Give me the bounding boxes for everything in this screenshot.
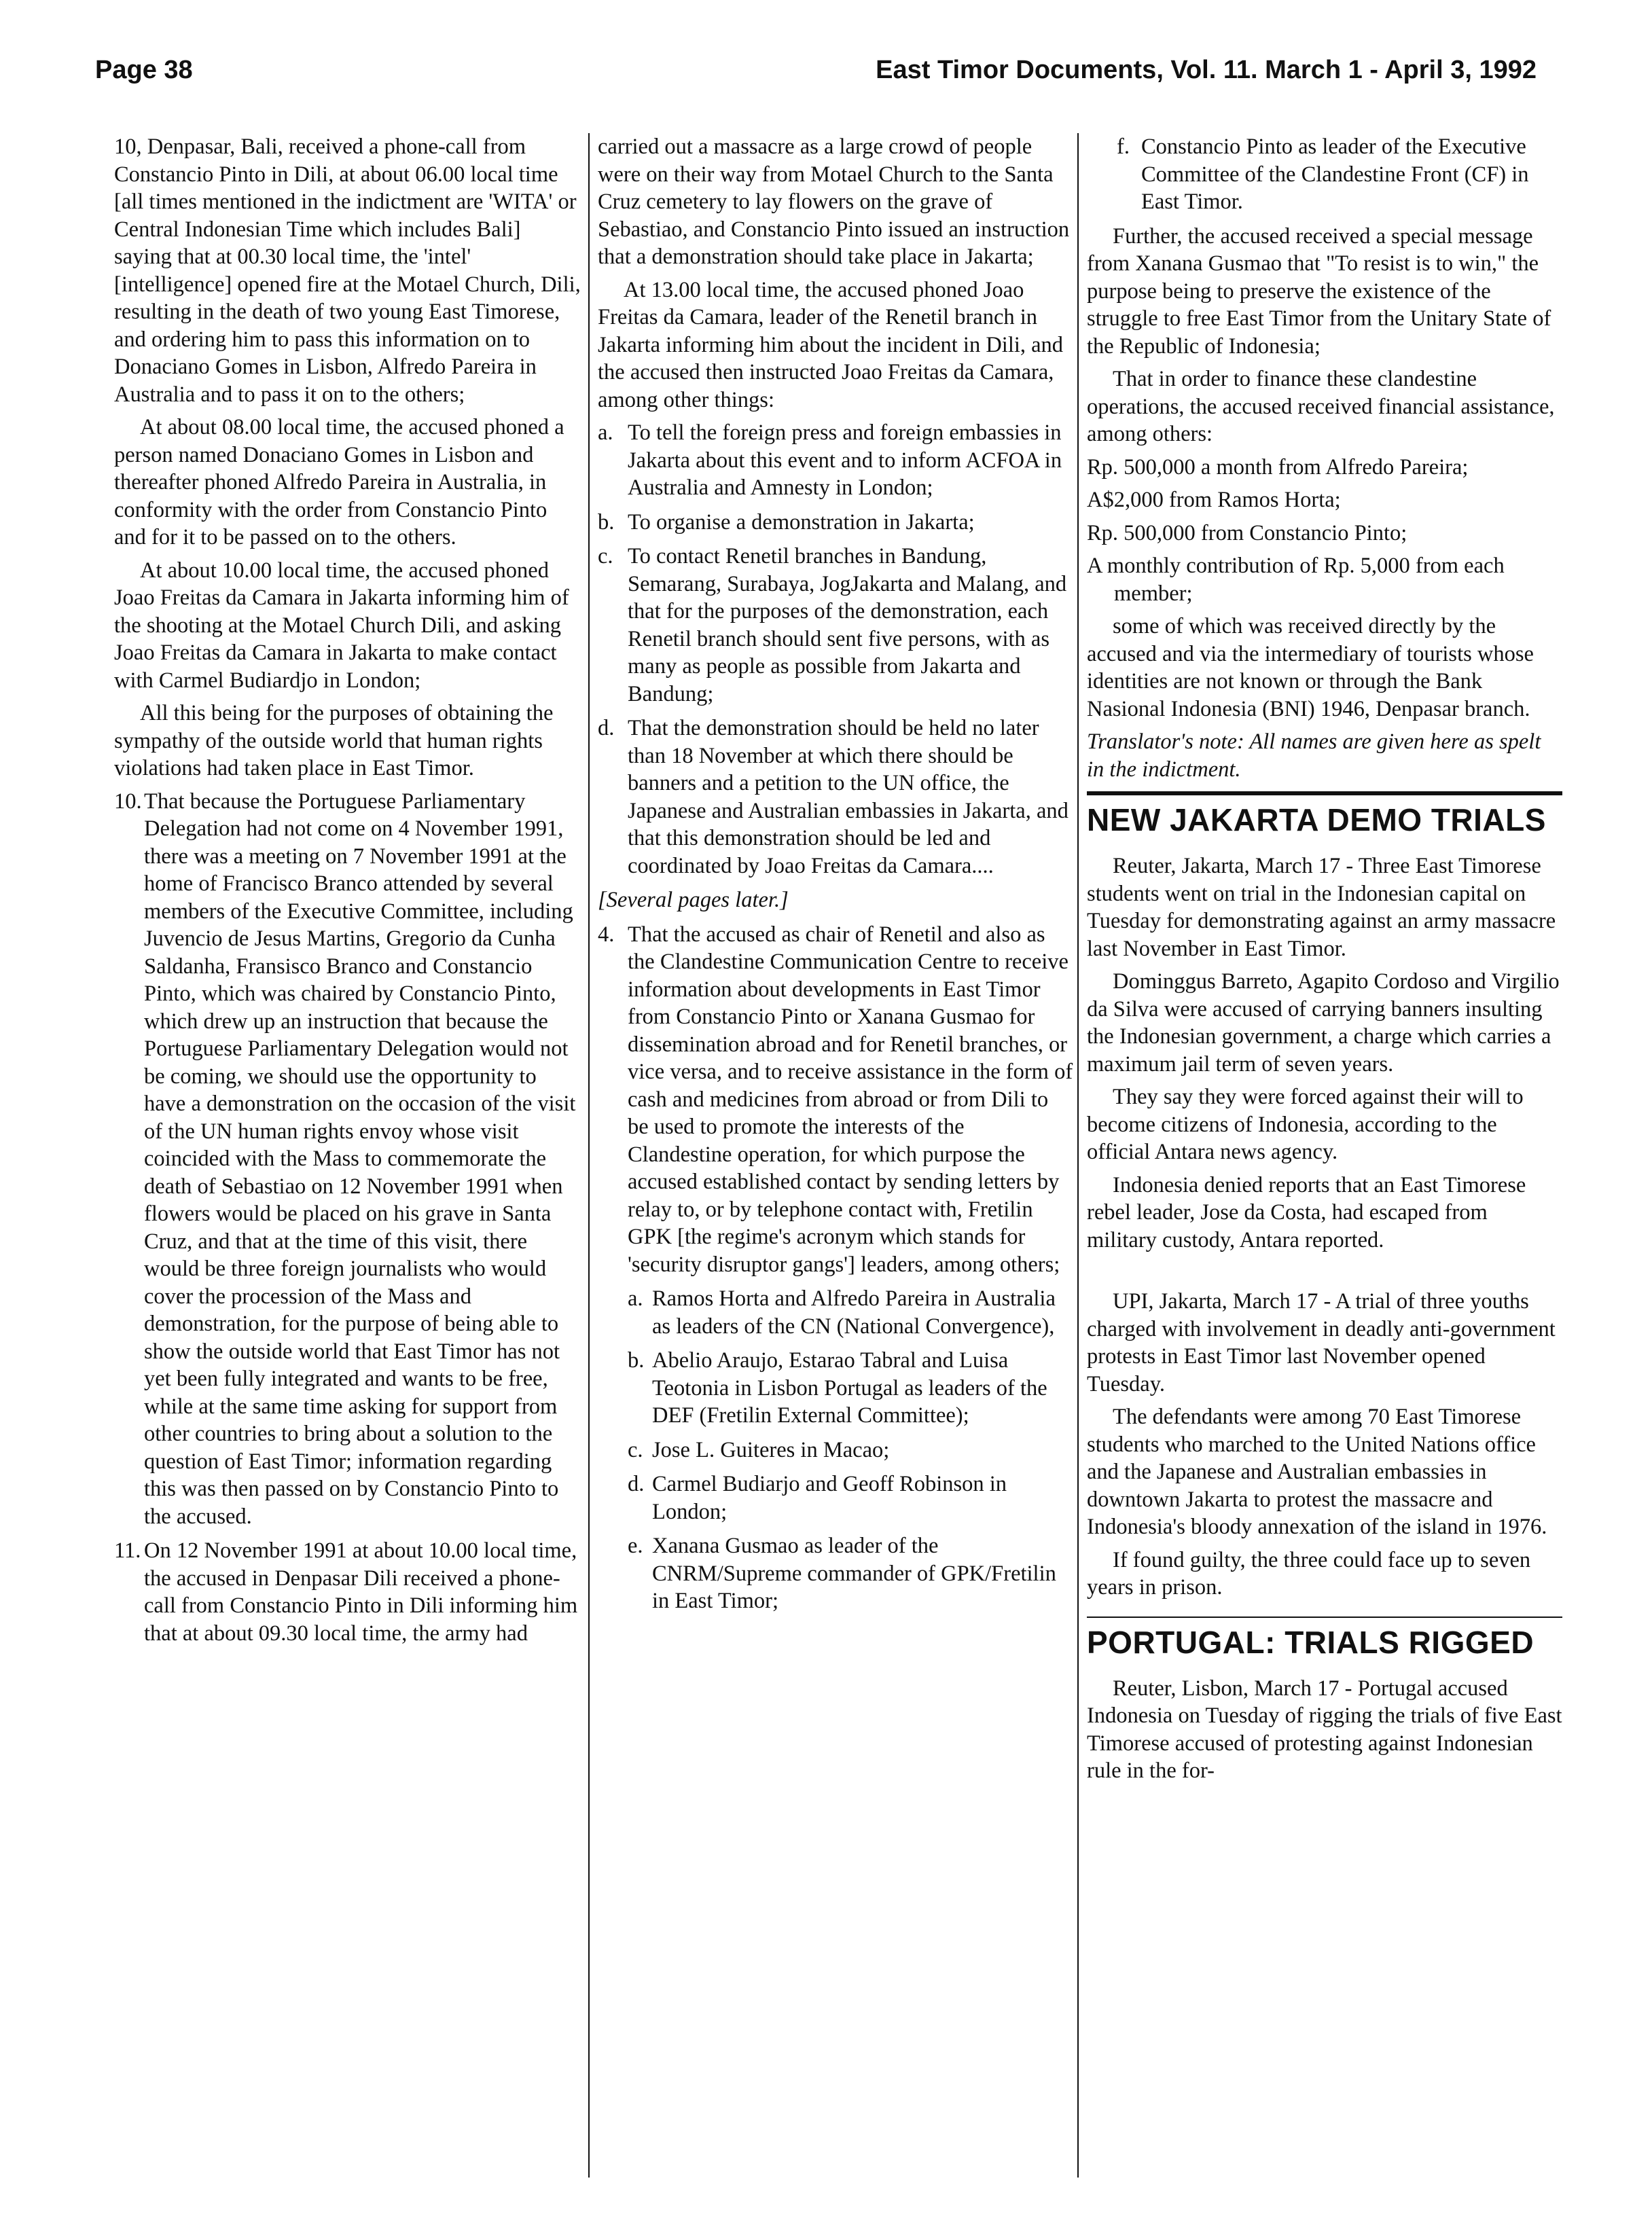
editorial-note: [Several pages later.] — [598, 888, 789, 912]
section-divider — [1087, 791, 1562, 795]
column-divider-left — [588, 133, 590, 2178]
page-number: Page 38 — [95, 56, 193, 84]
numbered-item-4 — [598, 921, 1073, 1279]
item-text: That because the Portuguese Parliamentary Delegation had not come on 4 November 1991, there was a meeting on 7 November 1991 at the home of Francisco Branco attended by several members of the Executive Committee, including Juvencio de Jesus Martins, Gregorio da Cunha Saldanha, Fransisco Branco and Constancio Pinto, which was chaired by Constancio Pinto, which drew up an instruction that because the Portuguese Parliamentary Delegation would not be coming, we should use the opportunity to have a demonstration on the occasion of the visit of the UN human rights envoy whose visit coincided with the Mass to commemorate the death of Sebastiao on 12 November 1991 when flowers would be placed on his grave in Santa Cruz, and that at the time of this visit, there would be three foreign journalists who would cover the procession of the Mass and demonstration, for the purpose of being able to show the outside world that East Timor has not yet been fully integrated and wants to be free, while at the same time asking for support from other countries to bring about a solution to the question of East Timor; information regarding this was then passed on by Constancio Pinto to the accused. — [144, 789, 576, 1529]
column-2 — [598, 133, 1073, 1622]
column-1 — [114, 133, 583, 1654]
item-text: To tell the foreign press and foreign embassies in Jakarta about this event and to inform ACFOA in Australia and Amnesty in London; — [628, 420, 1062, 500]
item-text: Abelio Araujo, Estarao Tabral and Luisa Teotonia in Lisbon Portugal as leaders of the DEF (Fretilin External Committee); — [652, 1348, 1047, 1428]
item-text: On 12 November 1991 at about 10.00 local time, the accused in Denpasar Dili received a phone-call from Constancio Pinto in Dili informing him that at about 09.30 local time, the army had — [144, 1538, 578, 1646]
item-text: Carmel Budiarjo and Geoff Robinson in London; — [652, 1472, 1007, 1524]
item-number: 10. — [114, 789, 142, 814]
section-divider — [1087, 1617, 1562, 1618]
item-text: That the demonstration should be held no later than 18 November at which there should be banners and a petition to the UN office, the Japanese and Australian embassies in Jakarta, and that this demonstration should be led and coordinated by Joao Freitas da Camara.... — [628, 716, 1069, 878]
sub-list-item — [598, 1285, 1073, 1340]
paragraph: Dominggus Barreto, Agapito Cordoso and Virgilio da Silva were accused of carrying banners insulting the Indonesian government, a charge which carries a maximum jail term of seven years. — [1087, 969, 1560, 1077]
item-number: 11. — [114, 1538, 141, 1563]
funding-entry: A$2,000 from Ramos Horta; — [1087, 488, 1341, 512]
item-letter: a. — [628, 1286, 643, 1311]
list-item — [598, 509, 1073, 537]
item-text: Ramos Horta and Alfredo Pareira in Australia as leaders of the CN (National Convergence), — [652, 1286, 1056, 1339]
item-letter: d. — [598, 716, 615, 740]
item-text: Jose L. Guiteres in Macao; — [652, 1437, 890, 1462]
sub-list-item — [598, 1437, 1073, 1464]
list-item — [598, 419, 1073, 502]
column-divider-right — [1077, 133, 1079, 2178]
item-text: Xanana Gusmao as leader of the CNRM/Supreme commander of GPK/Fretilin in East Timor; — [652, 1534, 1056, 1613]
item-letter: d. — [628, 1472, 645, 1496]
running-title: East Timor Documents, Vol. 11. March 1 - April 3, 1992 — [876, 56, 1537, 84]
page-header — [95, 56, 1537, 96]
paragraph: 10, Denpasar, Bali, received a phone-call from Constancio Pinto in Dili, at about 06.00 local time [all times mentioned in the indictment are 'WITA' or Central Indonesian Time which includes Bali] saying that at 00.30 local time, the 'intel' [intelligence] opened fire at the Motael Church, Dili, resulting in the death of two young East Timorese, and ordering him to pass this information on to Donaciano Gomes in Lisbon, Alfredo Pareira in Australia and to pass it on to the others; — [114, 134, 581, 407]
paragraph: They say they were forced against their will to become citizens of Indonesia, according to the official Antara news agency. — [1087, 1085, 1524, 1164]
item-letter: f. — [1117, 134, 1130, 159]
sub-list-item — [1087, 133, 1562, 216]
paragraph: Further, the accused received a special message from Xanana Gusmao that "To resist is to win," the purpose being to preserve the existence of the struggle to free East Timor from the Unitary State of the Republic of Indonesia; — [1087, 223, 1551, 359]
item-letter: c. — [628, 1437, 643, 1462]
paragraph: The defendants were among 70 East Timorese students who marched to the United Nations office and the Japanese and Australian embassies in downtown Jakarta to protest the massacre and Indonesia's bloody annexation of the island in 1976. — [1087, 1405, 1547, 1539]
item-letter: c. — [598, 544, 613, 568]
paragraph: Indonesia denied reports that an East Timorese rebel leader, Jose da Costa, had escaped from military custody, Antara reported. — [1087, 1172, 1526, 1252]
paragraph: Reuter, Jakarta, March 17 - Three East Timorese students went on trial in the Indonesian capital on Tuesday for demonstrating against an army massacre last November in East Timor. — [1087, 854, 1556, 961]
paragraph: At about 10.00 local time, the accused phoned Joao Freitas da Camara in Jakarta informing him of the shooting at the Motael Church Dili, and asking Joao Freitas da Camara in Jakarta to make contact with Carmel Budiardjo in London; — [114, 558, 569, 693]
funding-entry: Rp. 500,000 a month from Alfredo Pareira; — [1087, 454, 1469, 480]
item-number: 4. — [598, 922, 615, 947]
item-letter: b. — [598, 509, 615, 535]
funding-entry: Rp. 500,000 from Constancio Pinto; — [1087, 520, 1407, 545]
item-text: To organise a demonstration in Jakarta; — [628, 509, 975, 535]
column-3 — [1087, 133, 1562, 1790]
paragraph: All this being for the purposes of obtaining the sympathy of the outside world that human rights violations had taken place in East Timor. — [114, 701, 554, 780]
paragraph: At 13.00 local time, the accused phoned Joao Freitas da Camara, leader of the Renetil branch in Jakarta informing him about the incident in Dili, and the accused then instructed Joao Freitas da Camara, among other things: — [598, 277, 1064, 412]
paragraph: At about 08.00 local time, the accused phoned a person named Donaciano Gomes in Lisbon and thereafter phoned Alfredo Pareira in Australia, in conformity with the order from Constancio Pinto and for it to be passed on to the others. — [114, 415, 564, 549]
paragraph: That in order to finance these clandestine operations, the accused received financial assistance, among others: — [1087, 367, 1555, 446]
numbered-item-10 — [114, 788, 583, 1531]
sub-list-item — [598, 1532, 1073, 1615]
funding-entry: A monthly contribution of Rp. 5,000 from each member; — [1087, 554, 1505, 606]
translator-note: Translator's note: All names are given here as spelt in the indictment. — [1087, 729, 1541, 782]
numbered-item-11 — [114, 1537, 583, 1647]
item-text: To contact Renetil branches in Bandung, Semarang, Surabaya, JogJakarta and Malang, and that for the purposes of the demonstration, each Renetil branch should sent five persons, with as many as people as possible from Jakarta and Bandung; — [628, 544, 1067, 706]
sub-list-item — [598, 1470, 1073, 1525]
sub-list-item — [598, 1347, 1073, 1430]
item-text: That the accused as chair of Renetil and also as the Clandestine Communication Centre to receive information about developments in East Timor from Constancio Pinto or Xanana Gusmao for dissemination abroad and for Renetil branches, or vice versa, and to receive assistance in the form of cash and medicines from abroad or from Dili to be used to promote the interests of the Clandestine operation, for which purpose the accused established contact by sending letters by relay to, or by telephone contact with, Fretilin GPK [the regime's acronym which stands for 'security disruptor gangs'] leaders, among others; — [628, 922, 1073, 1277]
paragraph: If found guilty, the three could face up to seven years in prison. — [1087, 1547, 1531, 1600]
paragraph: UPI, Jakarta, March 17 - A trial of three youths charged with involvement in deadly anti-government protests in East Timor last November opened Tuesday. — [1087, 1289, 1556, 1396]
item-letter: a. — [598, 420, 613, 445]
item-letter: b. — [628, 1348, 645, 1373]
paragraph: carried out a massacre as a large crowd of people were on their way from Motael Church to the Santa Cruz cemetery to lay flowers on the grave of Sebastiao, and Constancio Pinto issued an instruction that a demonstration should take place in Jakarta; — [598, 134, 1070, 269]
spacer — [1087, 1259, 1562, 1288]
paragraph: some of which was received directly by the accused and via the intermediary of tourists whose identities are not known or through the Bank Nasional Indonesia (BNI) 1946, Denpasar branch. — [1087, 614, 1534, 721]
headline-portugal-trials-rigged: PORTUGAL: TRIALS RIGGED — [1087, 1624, 1534, 1660]
headline-new-jakarta-demo-trials: NEW JAKARTA DEMO TRIALS — [1087, 802, 1546, 837]
item-letter: e. — [628, 1534, 643, 1558]
item-text: Constancio Pinto as leader of the Executive Committee of the Clandestine Front (CF) in East Timor. — [1141, 134, 1529, 214]
list-item — [598, 715, 1073, 880]
list-item — [598, 543, 1073, 708]
paragraph: Reuter, Lisbon, March 17 - Portugal accused Indonesia on Tuesday of rigging the trials of five East Timorese accused of protesting against Indonesian rule in the for- — [1087, 1676, 1562, 1783]
